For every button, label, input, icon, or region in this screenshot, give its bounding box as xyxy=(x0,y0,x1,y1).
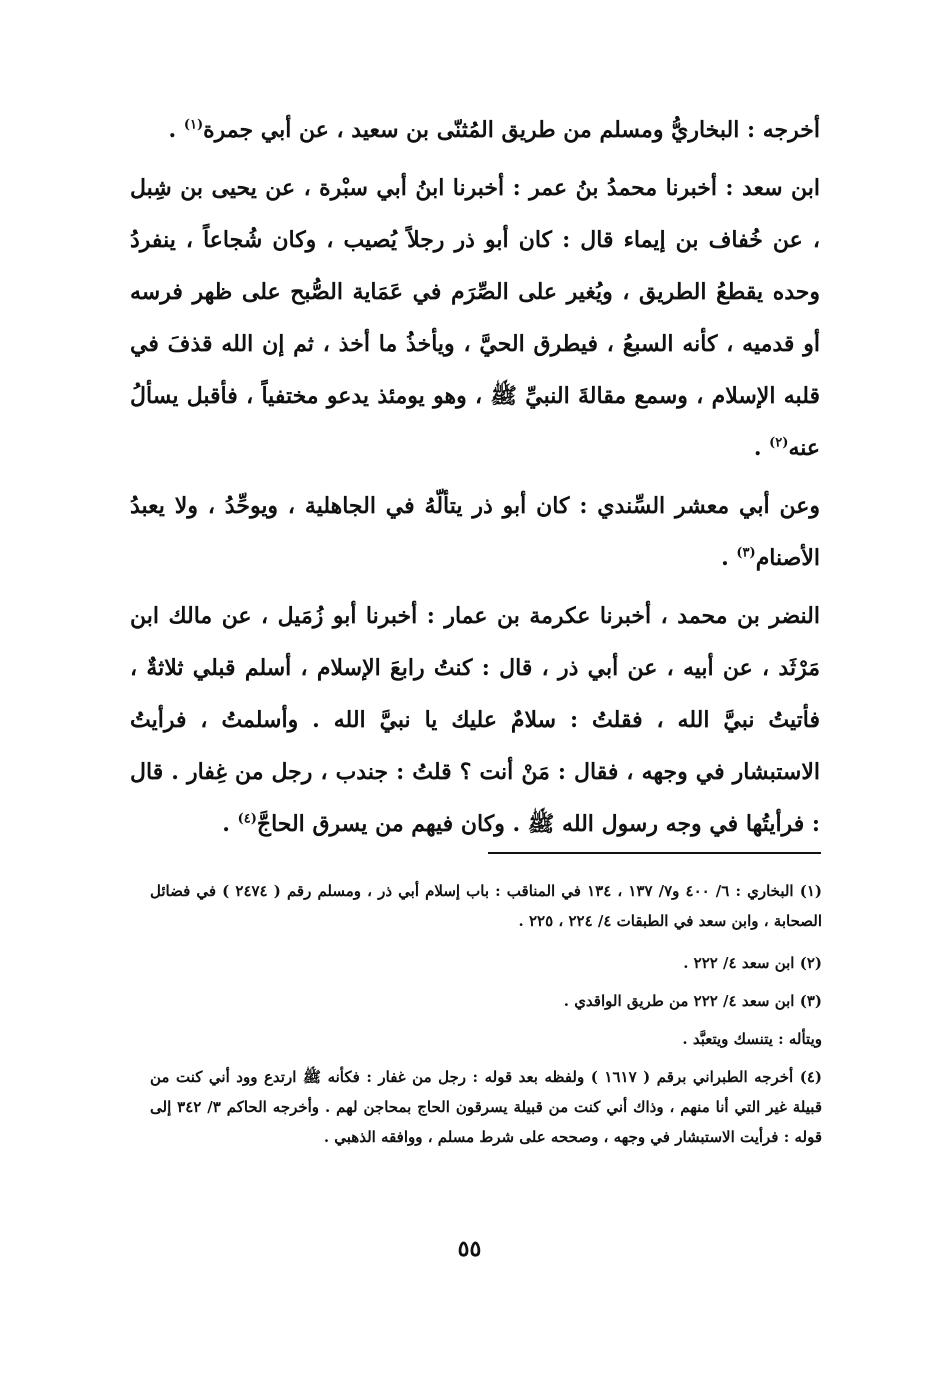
paragraph-text: أخرجه : البخاريُّ ومسلم من طريق المُثنّى بن سعيد ، عن أبي جمرة xyxy=(203,117,820,143)
footnote-number: (١) xyxy=(799,882,822,900)
paragraph-tail: . xyxy=(753,435,770,461)
footnote-text: البخاري : ٦/ ٤٠٠ و٧/ ١٣٧ ، ١٣٤ في المناقب : باب إسلام أبي ذر ، ومسلم رقم ( ٢٤٧٤ ) في فضائل الصحابة ، وابن سعد في الطبقات ٤/ ٢٢٤ ، ٢٢٥ . xyxy=(150,882,822,930)
paragraph-text: وعن أبي معشر السِّندي : كان أبو ذر يتألّهُ في الجاهلية ، ويوحِّدُ ، ولا يعبدُ الأصنام xyxy=(130,493,820,571)
page-number: ٥٥ xyxy=(457,1236,482,1262)
footnote-number: (٣) xyxy=(799,992,822,1010)
paragraph-text: ابن سعد : أخبرنا محمدُ بنُ عمر : أخبرنا ابنُ أبي سبْرة ، عن يحيى بن شِبل ، عن خُفاف بن إيماء قال : كان أبو ذر رجلاً يُصيب ، وكان شُجاعاً ، ينفردُ وحده يقطعُ الطريق ، ويُغير على الصِّرَم في عَمَاية الصُّبح على ظهر فرسه أو قدميه ، كأنه السبعُ ، فيطرق الحيَّ ، ويأخذُ ما أخذ ، ثم إن الله قذفَ في قلبه الإسلام ، وسمع مقالةَ النبيِّ ﷺ ، وهو يومئذ يدعو مختفياً ، فأقبل يسألُ عنه xyxy=(130,175,820,461)
paragraph-tail: . xyxy=(222,811,238,837)
footnote-text: أخرجه الطبراني برقم ( ١٦١٧ ) ولفظه بعد قوله : رجل من غفار : فكأنه ﷺ ارتدع وود أني كنت من قبيلة غير التي أنا منهم ، وذاك أني كنت من قبيلة يسرقون الحاج بمحاجن لهم . وأخرجه الحاكم ٣/ ٣٤٢ إلى قوله : فرأيت الاستبشار في وجهه ، وصححه على شرط مسلم ، ووافقه الذهبي . xyxy=(150,1068,822,1146)
footnote-text: ويتأله : يتنسك ويتعبَّد . xyxy=(682,1030,822,1048)
paragraph-text: النضر بن محمد ، أخبرنا عكرمة بن عمار : أخبرنا أبو زُمَيل ، عن مالك ابن مَرْثَد ، عن أبيه ، عن أبي ذر ، قال : كنتُ رابعَ الإسلام ، أسلم قبلي ثلاثةٌ ، فأتيتُ نبيَّ الله ، فقلتُ : سلامٌ عليك يا نبيَّ الله . وأسلمتُ ، فرأيتُ الاستبشار في وجهه ، فقال : مَنْ أنت ؟ قلتُ : جندب ، رجل من غِفار . قال : فرأيتُها في وجه رسول الله ﷺ . وكان فيهم من يسرق الحاجَّ xyxy=(130,603,820,837)
footnote-4 xyxy=(150,1062,822,1152)
footnote-ref-2[interactable]: (٢) xyxy=(769,435,789,451)
paragraph-4 xyxy=(130,590,820,850)
paragraph-3 xyxy=(130,480,820,584)
footnote-ref-4[interactable]: (٤) xyxy=(237,811,257,827)
main-text xyxy=(130,104,820,856)
footnote-3 xyxy=(150,986,822,1016)
paragraph-tail: . xyxy=(721,545,737,571)
footnote-separator xyxy=(488,852,821,854)
footnote-ref-1[interactable]: (١) xyxy=(183,117,204,133)
footnote-number: (٢) xyxy=(799,954,822,972)
paragraph-1 xyxy=(130,104,820,156)
footnotes xyxy=(150,876,822,1164)
footnote-text: ابن سعد ٤/ ٢٢٢ . xyxy=(683,954,795,972)
footnote-text: ابن سعد ٤/ ٢٢٢ من طريق الواقدي . xyxy=(563,992,795,1010)
footnote-number: (٤) xyxy=(799,1068,822,1086)
footnote-1 xyxy=(150,876,822,936)
paragraph-tail: . xyxy=(168,117,184,143)
footnote-3-gloss xyxy=(150,1024,822,1054)
footnote-ref-3[interactable]: (٣) xyxy=(736,545,756,561)
paragraph-2 xyxy=(130,162,820,474)
footnote-2 xyxy=(150,948,822,978)
